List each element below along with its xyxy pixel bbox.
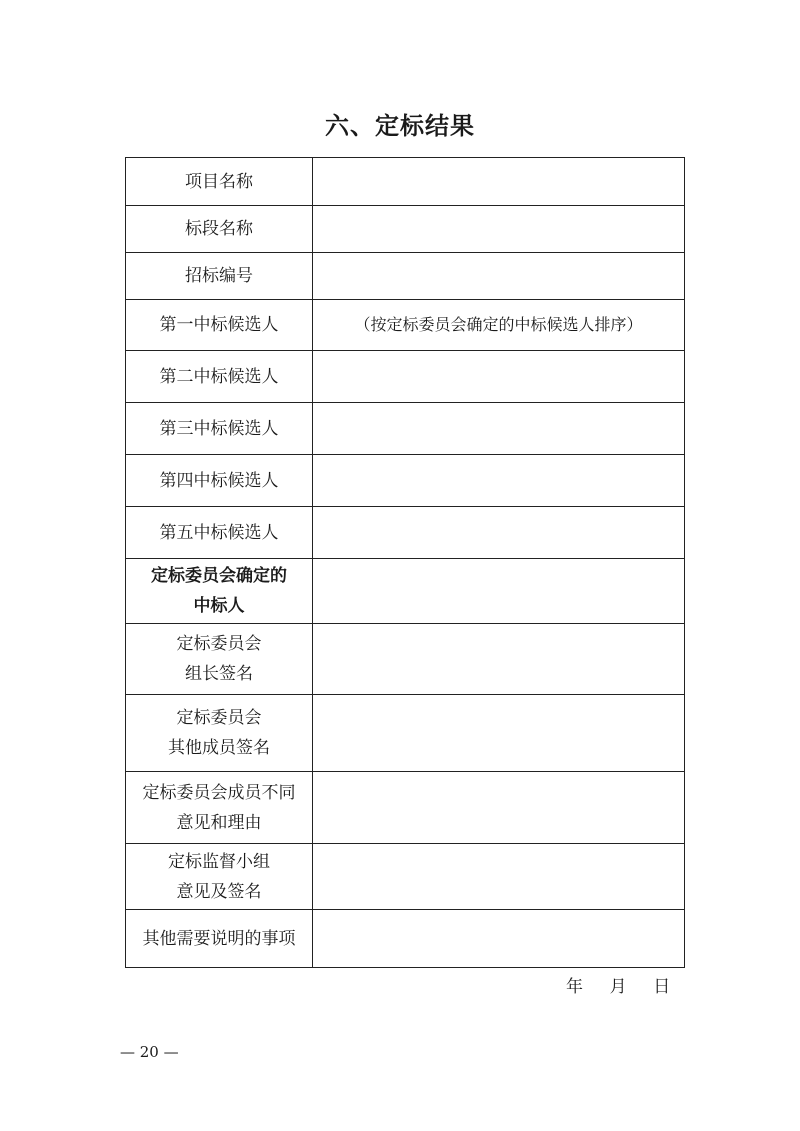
label-line: 其他成员签名	[168, 738, 270, 758]
label-line: 中标人	[193, 596, 245, 616]
row-label-leader-signature	[126, 624, 313, 695]
table-row	[126, 772, 685, 844]
row-label-supervision-opinion	[126, 844, 313, 910]
label-line: 组长签名	[185, 664, 253, 684]
table-row	[126, 695, 685, 772]
table-row	[126, 624, 685, 695]
tender-number-field[interactable]	[313, 253, 685, 300]
label-line: 意见和理由	[176, 812, 262, 833]
page-number: — 20 —	[120, 1043, 179, 1061]
first-candidate-field[interactable]: （按定标委员会确定的中标候选人排序）	[313, 300, 685, 351]
row-label-fourth-candidate: 第四中标候选人	[126, 455, 313, 507]
label-line: 定标监督小组	[168, 851, 270, 872]
table-row	[126, 300, 685, 351]
row-label-second-candidate: 第二中标候选人	[126, 351, 313, 403]
other-matters-field[interactable]	[313, 910, 685, 968]
table-row	[126, 351, 685, 403]
row-label-winning-bidder	[126, 559, 313, 624]
date-line: 年 月 日	[566, 977, 672, 997]
label-line: 定标委员会	[176, 708, 262, 728]
table-row	[126, 403, 685, 455]
row-label-first-candidate: 第一中标候选人	[126, 300, 313, 351]
page-title: 六、定标结果	[325, 112, 475, 140]
fifth-candidate-field[interactable]	[313, 507, 685, 559]
row-label-members-signature	[126, 695, 313, 772]
label-line: 定标委员会确定的	[151, 566, 287, 586]
table-row	[126, 206, 685, 253]
dissent-reasons-field[interactable]	[313, 772, 685, 844]
project-name-field[interactable]	[313, 158, 685, 206]
row-label-third-candidate: 第三中标候选人	[126, 403, 313, 455]
row-label-dissent-reasons	[126, 772, 313, 844]
row-label-section-name: 标段名称	[126, 206, 313, 253]
third-candidate-field[interactable]	[313, 403, 685, 455]
table-row	[126, 158, 685, 206]
members-signature-field[interactable]	[313, 695, 685, 772]
label-line: 意见及签名	[176, 881, 262, 902]
bid-result-table	[125, 157, 685, 968]
fourth-candidate-field[interactable]	[313, 455, 685, 507]
row-label-other-matters: 其他需要说明的事项	[126, 910, 313, 968]
label-line: 定标委员会成员不同	[142, 782, 296, 803]
table-row	[126, 910, 685, 968]
supervision-opinion-field[interactable]	[313, 844, 685, 910]
leader-signature-field[interactable]	[313, 624, 685, 695]
table-row	[126, 559, 685, 624]
table-row	[126, 507, 685, 559]
winning-bidder-field[interactable]	[313, 559, 685, 624]
row-label-project-name: 项目名称	[126, 158, 313, 206]
table-row	[126, 253, 685, 300]
table-row	[126, 455, 685, 507]
table-row	[126, 844, 685, 910]
second-candidate-field[interactable]	[313, 351, 685, 403]
section-name-field[interactable]	[313, 206, 685, 253]
label-line: 定标委员会	[176, 634, 262, 654]
row-label-fifth-candidate: 第五中标候选人	[126, 507, 313, 559]
row-label-tender-number: 招标编号	[126, 253, 313, 300]
